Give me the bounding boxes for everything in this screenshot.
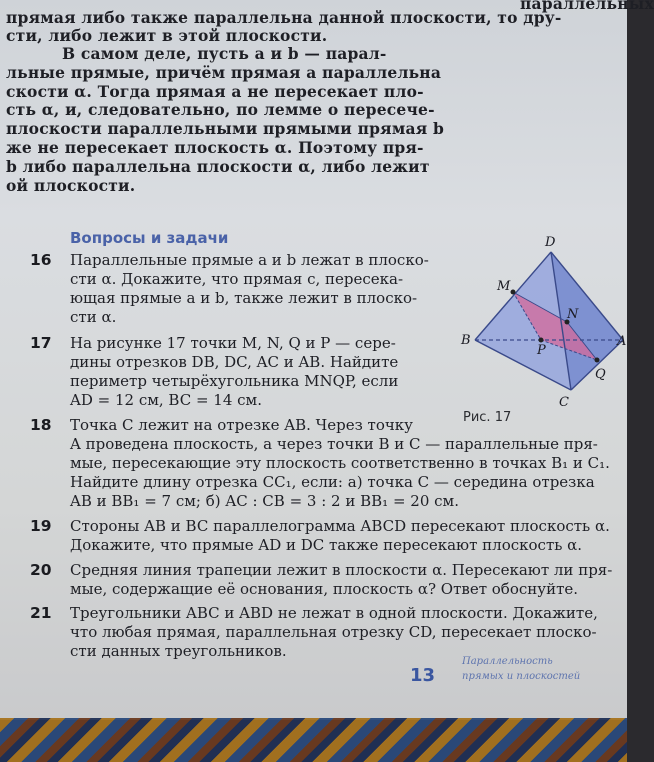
section-title: Вопросы и задачи [70,229,229,247]
problem-line: Параллельные прямые a и b лежат в плоско- [70,251,429,269]
text-line: сть α, и, следовательно, по лемме о пересече- [6,100,435,119]
problem-line: AB и BB₁ = 7 см; б) AC : CB = 3 : 2 и BB₁ = 20 см. [70,492,459,510]
background-carpet [0,718,627,762]
problem-line: Найдите длину отрезка CC₁, если: а) точка C — середина отрезка [70,473,595,491]
problem-line: сти данных треугольников. [70,642,287,660]
problem-line: Точка C лежит на отрезке AB. Через точку [70,416,414,434]
text-line: же не пересекает плоскость α. Поэтому пря- [6,138,424,157]
problem-line: A проведена плоскость, а через точки B и C — параллельные пря- [70,435,598,453]
text-line: b либо параллельна плоскости α, либо лежит [6,157,430,176]
point-p [539,338,544,343]
text-line: ой плоскости. [6,176,136,195]
problem-line: что любая прямая, параллельная отрезку CD, пересекает плоско- [70,623,597,641]
problem-line: Средняя линия трапеции лежит в плоскости α. Пересекают ли пря- [70,561,613,579]
problem-line: дины отрезков DB, DC, AC и AB. Найдите [70,353,399,371]
text-line: параллельных [520,0,654,13]
point-q [595,358,600,363]
problem-line: На рисунке 17 точки M, N, Q и P — сере- [70,334,396,352]
problem-line: Стороны AB и BC параллелограмма ABCD пересекают плоскость α. [70,517,610,535]
problem-line: сти α. Докажите, что прямая c, пересека- [70,270,404,288]
text-line: скости α. Тогда прямая a не пересекает пло- [6,82,424,101]
problem-line: ющая прямые a и b, также лежит в плоско- [70,289,418,307]
label-a: A [617,334,627,349]
text-line: плоскости параллельными прямыми прямая b [6,119,445,138]
point-m [511,290,516,295]
tetrahedron-figure [455,230,627,410]
problem-number: 21 [30,604,52,622]
problem-line: Треугольники ABC и ABD не лежат в одной плоскости. Докажите, [70,604,598,622]
problem-line: Докажите, что прямые AD и DC также пересекают плоскость α. [70,536,583,554]
label-p: P [537,343,546,358]
figure-caption: Рис. 17 [463,410,512,425]
problem-number: 18 [30,416,52,434]
problem-line: периметр четырёхугольника MNQP, если [70,372,399,390]
problem-line: AD = 12 см, BC = 14 см. [70,391,262,409]
problem-number: 17 [30,334,52,352]
page-number: 13 [410,665,436,686]
text-line: льные прямые, причём прямая a параллельна [6,63,442,82]
problem-number: 16 [30,251,52,269]
problem-number: 20 [30,561,52,579]
problem-line: сти α. [70,308,117,326]
text-line: прямая либо также параллельна данной плоскости, то дру- [6,8,562,27]
running-title [462,654,580,684]
running-title-line: прямых и плоскостей [462,671,581,682]
text-line: сти, либо лежит в этой плоскости. [6,26,328,45]
label-c: C [559,395,569,410]
label-n: N [567,307,579,322]
label-q: Q [595,367,606,382]
problem-number: 19 [30,517,52,535]
label-m: M [497,279,511,294]
label-b: B [461,333,471,348]
problem-line: мые, содержащие её основания, плоскость α? Ответ обоснуйте. [70,580,579,598]
problem-line: мые, пересекающие эту плоскость соответственно в точках B₁ и C₁. [70,454,610,472]
text-line: В самом деле, пусть a и b — парал- [62,44,387,63]
running-title-line: Параллельность [462,656,553,667]
label-d: D [545,235,556,250]
